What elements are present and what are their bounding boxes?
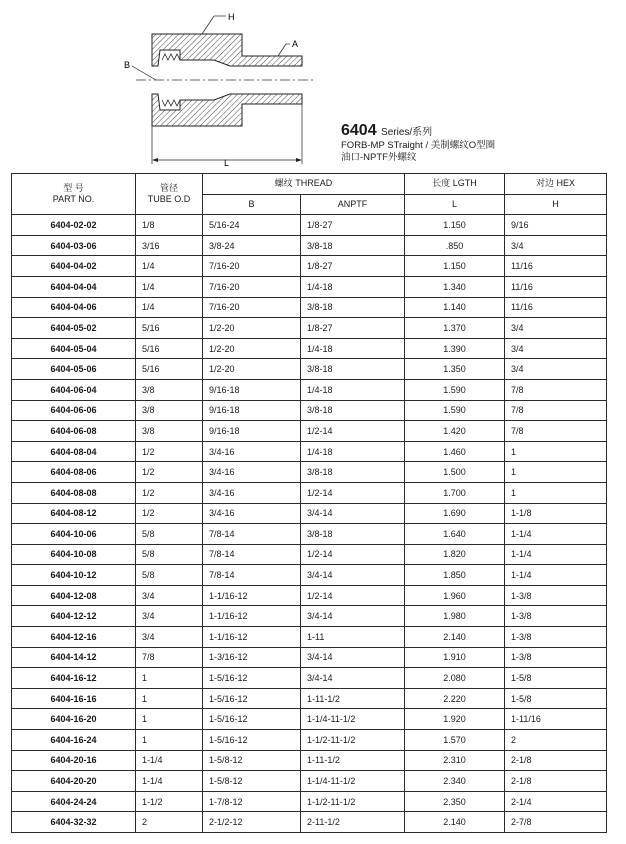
table-row bbox=[12, 606, 607, 627]
table-row bbox=[12, 812, 607, 833]
part-no-cell: 6404-04-06 bbox=[12, 297, 136, 318]
anptf-cell: 3/4-14 bbox=[301, 565, 405, 586]
part-no-cell: 6404-10-12 bbox=[12, 565, 136, 586]
header-part-no bbox=[12, 174, 136, 215]
table-row bbox=[12, 771, 607, 792]
anptf-cell: 1-11-1/2 bbox=[301, 750, 405, 771]
hex-cell: 1-11/16 bbox=[505, 709, 607, 730]
thread-b-cell: 9/16-18 bbox=[203, 379, 301, 400]
table-row bbox=[12, 215, 607, 236]
length-cell: 1.370 bbox=[405, 318, 505, 339]
thread-b-cell: 3/4-16 bbox=[203, 462, 301, 483]
series-code: 6404 bbox=[341, 122, 377, 139]
tube-od-cell: 1/2 bbox=[136, 441, 203, 462]
header-anptf: ANPTF bbox=[301, 194, 405, 215]
hex-cell: 1-3/8 bbox=[505, 647, 607, 668]
hex-cell: 1-3/8 bbox=[505, 606, 607, 627]
table-row bbox=[12, 256, 607, 277]
anptf-cell: 1/8-27 bbox=[301, 318, 405, 339]
tube-od-cell: 5/8 bbox=[136, 565, 203, 586]
thread-b-cell: 7/8-14 bbox=[203, 565, 301, 586]
hex-cell: 3/4 bbox=[505, 235, 607, 256]
length-cell: 2.080 bbox=[405, 668, 505, 689]
part-no-cell: 6404-16-20 bbox=[12, 709, 136, 730]
part-no-cell: 6404-10-06 bbox=[12, 524, 136, 545]
tube-od-cell: 5/8 bbox=[136, 524, 203, 545]
tube-od-cell: 1/2 bbox=[136, 503, 203, 524]
series-line1: FORB-MP STraight / 美制螺纹O型圈 bbox=[341, 140, 496, 151]
thread-b-cell: 7/16-20 bbox=[203, 256, 301, 277]
hex-cell: 1-3/8 bbox=[505, 585, 607, 606]
part-no-cell: 6404-12-08 bbox=[12, 585, 136, 606]
part-no-cell: 6404-14-12 bbox=[12, 647, 136, 668]
hex-cell: 1-1/4 bbox=[505, 524, 607, 545]
tube-od-cell: 3/8 bbox=[136, 400, 203, 421]
hex-cell: 9/16 bbox=[505, 215, 607, 236]
hex-cell: 11/16 bbox=[505, 297, 607, 318]
thread-b-cell: 3/4-16 bbox=[203, 503, 301, 524]
thread-b-cell: 1-7/8-12 bbox=[203, 791, 301, 812]
thread-b-cell: 7/8-14 bbox=[203, 524, 301, 545]
length-cell: 1.150 bbox=[405, 215, 505, 236]
part-no-cell: 6404-20-16 bbox=[12, 750, 136, 771]
thread-b-cell: 1-1/16-12 bbox=[203, 627, 301, 648]
table-row bbox=[12, 647, 607, 668]
anptf-cell: 1-1/2-11-1/2 bbox=[301, 730, 405, 751]
part-no-cell: 6404-16-16 bbox=[12, 688, 136, 709]
length-cell: 1.590 bbox=[405, 379, 505, 400]
hex-cell: 1 bbox=[505, 441, 607, 462]
length-cell: 1.960 bbox=[405, 585, 505, 606]
length-cell: 1.590 bbox=[405, 400, 505, 421]
part-no-cell: 6404-04-04 bbox=[12, 276, 136, 297]
thread-b-cell: 7/16-20 bbox=[203, 297, 301, 318]
tube-od-cell: 5/16 bbox=[136, 359, 203, 380]
thread-b-cell: 3/4-16 bbox=[203, 482, 301, 503]
anptf-cell: 3/8-18 bbox=[301, 462, 405, 483]
tube-od-cell: 1-1/4 bbox=[136, 771, 203, 792]
thread-b-cell: 3/4-16 bbox=[203, 441, 301, 462]
series-suffix: Series/系列 bbox=[381, 127, 433, 138]
part-no-cell: 6404-05-02 bbox=[12, 318, 136, 339]
anptf-cell: 1/4-18 bbox=[301, 379, 405, 400]
header-hex: 对边 HEX bbox=[505, 174, 607, 195]
anptf-cell: 3/8-18 bbox=[301, 524, 405, 545]
series-line2: 油口-NPTF外螺纹 bbox=[341, 152, 417, 163]
tube-od-cell: 1/2 bbox=[136, 482, 203, 503]
anptf-cell: 1-11 bbox=[301, 627, 405, 648]
length-cell: 1.640 bbox=[405, 524, 505, 545]
tube-od-cell: 3/8 bbox=[136, 379, 203, 400]
tube-od-cell: 1 bbox=[136, 709, 203, 730]
anptf-cell: 1/2-14 bbox=[301, 421, 405, 442]
table-row bbox=[12, 338, 607, 359]
length-cell: 1.150 bbox=[405, 256, 505, 277]
tube-od-cell: 1/2 bbox=[136, 462, 203, 483]
anptf-cell: 3/4-14 bbox=[301, 606, 405, 627]
thread-b-cell: 1/2-20 bbox=[203, 318, 301, 339]
header-tube bbox=[136, 174, 203, 215]
length-cell: .850 bbox=[405, 235, 505, 256]
length-cell: 1.140 bbox=[405, 297, 505, 318]
thread-b-cell: 1/2-20 bbox=[203, 338, 301, 359]
length-cell: 1.420 bbox=[405, 421, 505, 442]
thread-b-cell: 1-5/16-12 bbox=[203, 730, 301, 751]
length-cell: 1.700 bbox=[405, 482, 505, 503]
table-row bbox=[12, 235, 607, 256]
tube-od-cell: 1/4 bbox=[136, 276, 203, 297]
length-cell: 2.340 bbox=[405, 771, 505, 792]
anptf-cell: 2-11-1/2 bbox=[301, 812, 405, 833]
anptf-cell: 3/8-18 bbox=[301, 297, 405, 318]
tube-od-cell: 1/4 bbox=[136, 297, 203, 318]
part-no-cell: 6404-08-04 bbox=[12, 441, 136, 462]
length-cell: 1.390 bbox=[405, 338, 505, 359]
tube-od-cell: 1 bbox=[136, 730, 203, 751]
hex-cell: 3/4 bbox=[505, 318, 607, 339]
part-no-cell: 6404-05-04 bbox=[12, 338, 136, 359]
part-no-cell: 6404-06-06 bbox=[12, 400, 136, 421]
table-row bbox=[12, 730, 607, 751]
thread-b-cell: 3/8-24 bbox=[203, 235, 301, 256]
thread-b-cell: 1-3/16-12 bbox=[203, 647, 301, 668]
anptf-cell: 1/8-27 bbox=[301, 215, 405, 236]
part-no-cell: 6404-06-08 bbox=[12, 421, 136, 442]
anptf-cell: 3/4-14 bbox=[301, 503, 405, 524]
anptf-cell: 1/2-14 bbox=[301, 482, 405, 503]
tube-od-cell: 7/8 bbox=[136, 647, 203, 668]
table-row bbox=[12, 709, 607, 730]
part-no-cell: 6404-02-02 bbox=[12, 215, 136, 236]
tube-od-cell: 3/4 bbox=[136, 606, 203, 627]
thread-b-cell: 1-5/8-12 bbox=[203, 750, 301, 771]
length-cell: 1.850 bbox=[405, 565, 505, 586]
label-b: B bbox=[124, 60, 131, 70]
tube-od-cell: 3/16 bbox=[136, 235, 203, 256]
length-cell: 2.140 bbox=[405, 812, 505, 833]
length-cell: 1.570 bbox=[405, 730, 505, 751]
table-row bbox=[12, 524, 607, 545]
part-no-cell: 6404-06-04 bbox=[12, 379, 136, 400]
hex-cell: 1 bbox=[505, 462, 607, 483]
anptf-cell: 3/8-18 bbox=[301, 359, 405, 380]
hex-cell: 2-1/4 bbox=[505, 791, 607, 812]
label-l: L bbox=[224, 158, 230, 168]
tube-od-cell: 1 bbox=[136, 668, 203, 689]
header-part-en: PART NO. bbox=[52, 194, 95, 205]
label-h: H bbox=[228, 12, 235, 22]
length-cell: 2.220 bbox=[405, 688, 505, 709]
anptf-cell: 3/8-18 bbox=[301, 235, 405, 256]
tube-od-cell: 1-1/2 bbox=[136, 791, 203, 812]
table-row bbox=[12, 297, 607, 318]
part-no-cell: 6404-16-12 bbox=[12, 668, 136, 689]
tube-od-cell: 3/4 bbox=[136, 585, 203, 606]
thread-b-cell: 1-1/16-12 bbox=[203, 585, 301, 606]
length-cell: 1.340 bbox=[405, 276, 505, 297]
table-row bbox=[12, 482, 607, 503]
thread-b-cell: 1-5/8-12 bbox=[203, 771, 301, 792]
thread-b-cell: 7/8-14 bbox=[203, 544, 301, 565]
table-row bbox=[12, 688, 607, 709]
anptf-cell: 1/2-14 bbox=[301, 585, 405, 606]
anptf-cell: 1/8-27 bbox=[301, 256, 405, 277]
hex-cell: 2-1/8 bbox=[505, 750, 607, 771]
hex-cell: 11/16 bbox=[505, 276, 607, 297]
anptf-cell: 3/4-14 bbox=[301, 668, 405, 689]
hex-cell: 11/16 bbox=[505, 256, 607, 277]
part-no-cell: 6404-12-12 bbox=[12, 606, 136, 627]
tube-od-cell: 5/16 bbox=[136, 338, 203, 359]
header-h: H bbox=[505, 194, 607, 215]
tube-od-cell: 3/8 bbox=[136, 421, 203, 442]
anptf-cell: 1-1/4-11-1/2 bbox=[301, 771, 405, 792]
tube-od-cell: 5/8 bbox=[136, 544, 203, 565]
hex-cell: 1-1/4 bbox=[505, 544, 607, 565]
anptf-cell: 1-11-1/2 bbox=[301, 688, 405, 709]
hex-cell: 1-5/8 bbox=[505, 688, 607, 709]
header-tube-en: TUBE O.D bbox=[147, 194, 191, 205]
part-no-cell: 6404-05-06 bbox=[12, 359, 136, 380]
table-row bbox=[12, 791, 607, 812]
hex-cell: 1-3/8 bbox=[505, 627, 607, 648]
part-no-cell: 6404-20-20 bbox=[12, 771, 136, 792]
hex-cell: 7/8 bbox=[505, 400, 607, 421]
hex-cell: 2 bbox=[505, 730, 607, 751]
hex-cell: 1-1/8 bbox=[505, 503, 607, 524]
tube-od-cell: 1/4 bbox=[136, 256, 203, 277]
anptf-cell: 3/4-14 bbox=[301, 647, 405, 668]
table-row bbox=[12, 359, 607, 380]
table-row bbox=[12, 441, 607, 462]
thread-b-cell: 1-5/16-12 bbox=[203, 668, 301, 689]
hex-cell: 1 bbox=[505, 482, 607, 503]
anptf-cell: 1-1/2-11-1/2 bbox=[301, 791, 405, 812]
part-no-cell: 6404-10-08 bbox=[12, 544, 136, 565]
length-cell: 1.350 bbox=[405, 359, 505, 380]
table-row bbox=[12, 462, 607, 483]
header-tube-cn: 管径 bbox=[159, 183, 178, 194]
length-cell: 1.500 bbox=[405, 462, 505, 483]
table-row bbox=[12, 421, 607, 442]
hex-cell: 3/4 bbox=[505, 338, 607, 359]
part-no-cell: 6404-12-16 bbox=[12, 627, 136, 648]
hex-cell: 2-7/8 bbox=[505, 812, 607, 833]
length-cell: 2.140 bbox=[405, 627, 505, 648]
part-no-cell: 6404-08-12 bbox=[12, 503, 136, 524]
hex-cell: 1-5/8 bbox=[505, 668, 607, 689]
anptf-cell: 3/8-18 bbox=[301, 400, 405, 421]
hex-cell: 1-1/4 bbox=[505, 565, 607, 586]
length-cell: 2.310 bbox=[405, 750, 505, 771]
anptf-cell: 1/4-18 bbox=[301, 276, 405, 297]
table-row bbox=[12, 318, 607, 339]
tube-od-cell: 1 bbox=[136, 688, 203, 709]
header-part-cn: 型 号 bbox=[63, 183, 84, 194]
tube-od-cell: 1/8 bbox=[136, 215, 203, 236]
header-l: L bbox=[405, 194, 505, 215]
table-row bbox=[12, 503, 607, 524]
tube-od-cell: 5/16 bbox=[136, 318, 203, 339]
part-no-cell: 6404-16-24 bbox=[12, 730, 136, 751]
thread-b-cell: 1-5/16-12 bbox=[203, 688, 301, 709]
tube-od-cell: 1-1/4 bbox=[136, 750, 203, 771]
tube-od-cell: 3/4 bbox=[136, 627, 203, 648]
table-row bbox=[12, 400, 607, 421]
anptf-cell: 1/4-18 bbox=[301, 338, 405, 359]
length-cell: 1.690 bbox=[405, 503, 505, 524]
part-no-cell: 6404-24-24 bbox=[12, 791, 136, 812]
table-row bbox=[12, 379, 607, 400]
table-row bbox=[12, 750, 607, 771]
header-b: B bbox=[203, 194, 301, 215]
anptf-cell: 1-1/4-11-1/2 bbox=[301, 709, 405, 730]
spec-table bbox=[11, 173, 607, 833]
header-thread: 螺纹 THREAD bbox=[203, 174, 405, 195]
thread-b-cell: 1/2-20 bbox=[203, 359, 301, 380]
hex-cell: 2-1/8 bbox=[505, 771, 607, 792]
thread-b-cell: 2-1/2-12 bbox=[203, 812, 301, 833]
thread-b-cell: 1-1/16-12 bbox=[203, 606, 301, 627]
length-cell: 1.820 bbox=[405, 544, 505, 565]
part-no-cell: 6404-03-06 bbox=[12, 235, 136, 256]
label-a: A bbox=[292, 39, 299, 49]
thread-b-cell: 7/16-20 bbox=[203, 276, 301, 297]
thread-b-cell: 9/16-18 bbox=[203, 421, 301, 442]
part-no-cell: 6404-32-32 bbox=[12, 812, 136, 833]
part-no-cell: 6404-08-06 bbox=[12, 462, 136, 483]
table-row bbox=[12, 585, 607, 606]
series-title bbox=[341, 122, 495, 140]
header-length: 长度 LGTH bbox=[405, 174, 505, 195]
part-no-cell: 6404-08-08 bbox=[12, 482, 136, 503]
tube-od-cell: 2 bbox=[136, 812, 203, 833]
length-cell: 2.350 bbox=[405, 791, 505, 812]
thread-b-cell: 1-5/16-12 bbox=[203, 709, 301, 730]
hex-cell: 7/8 bbox=[505, 379, 607, 400]
thread-b-cell: 5/16-24 bbox=[203, 215, 301, 236]
length-cell: 1.980 bbox=[405, 606, 505, 627]
table-row bbox=[12, 627, 607, 648]
hex-cell: 3/4 bbox=[505, 359, 607, 380]
table-row bbox=[12, 276, 607, 297]
length-cell: 1.460 bbox=[405, 441, 505, 462]
hex-cell: 7/8 bbox=[505, 421, 607, 442]
length-cell: 1.920 bbox=[405, 709, 505, 730]
table-row bbox=[12, 668, 607, 689]
table-row bbox=[12, 544, 607, 565]
anptf-cell: 1/2-14 bbox=[301, 544, 405, 565]
part-no-cell: 6404-04-02 bbox=[12, 256, 136, 277]
length-cell: 1.910 bbox=[405, 647, 505, 668]
table-row bbox=[12, 565, 607, 586]
anptf-cell: 1/4-18 bbox=[301, 441, 405, 462]
series-heading bbox=[341, 122, 495, 164]
thread-b-cell: 9/16-18 bbox=[203, 400, 301, 421]
fitting-drawing bbox=[118, 4, 328, 172]
